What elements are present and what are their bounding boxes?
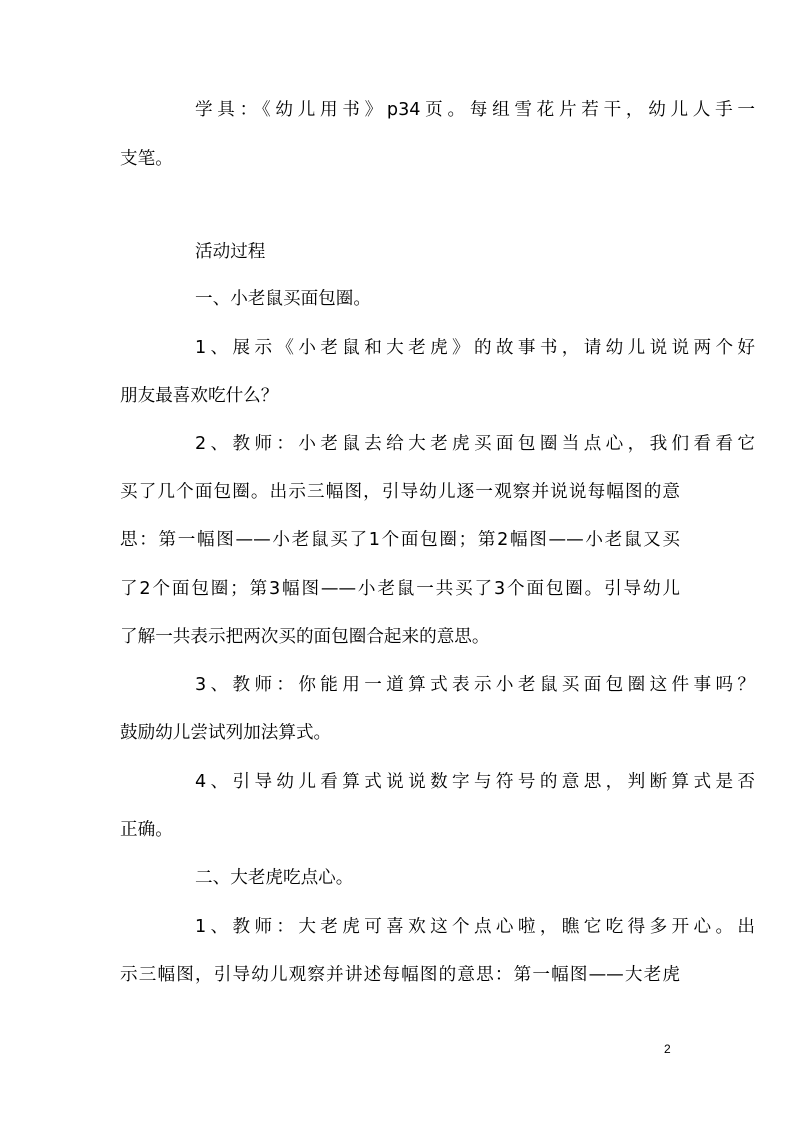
paragraph-line: 朋友最喜欢吃什么？ [120,386,279,406]
section-heading: 活动过程 [195,242,266,262]
paragraph-line: 学具：《幼儿用书》p34页。每组雪花片若干，幼儿人手一 [195,100,755,120]
paragraph-line: 买了几个面包圈。出示三幅图，引导幼儿逐一观察并说说每幅图的意 [120,482,680,502]
paragraph-line: 3、教师：你能用一道算式表示小老鼠买面包圈这件事吗？ [195,675,755,695]
paragraph-line: 示三幅图，引导幼儿观察并讲述每幅图的意思：第一幅图——大老虎 [120,965,680,985]
section-heading: 二、大老虎吃点心。 [195,868,354,888]
paragraph-line: 了解一共表示把两次买的面包圈合起来的意思。 [120,627,490,647]
paragraph-line: 鼓励幼儿尝试列加法算式。 [120,723,332,743]
paragraph-line: 1、教师：大老虎可喜欢这个点心啦，瞧它吃得多开心。出 [195,917,755,937]
paragraph-line: 2、教师：小老鼠去给大老虎买面包圈当点心，我们看看它 [195,434,755,454]
paragraph-line: 思：第一幅图——小老鼠买了1个面包圈；第2幅图——小老鼠又买 [120,530,680,550]
paragraph-line: 支笔。 [120,149,173,169]
paragraph-line: 正确。 [120,820,173,840]
page-number: 2 [664,1042,671,1056]
paragraph-line: 1、展示《小老鼠和大老虎》的故事书，请幼儿说说两个好 [195,338,755,358]
section-heading: 一、小老鼠买面包圈。 [195,289,371,309]
paragraph-line: 了2个面包圈；第3幅图——小老鼠一共买了3个面包圈。引导幼儿 [120,579,680,599]
paragraph-line: 4、引导幼儿看算式说说数字与符号的意思，判断算式是否 [195,772,755,792]
